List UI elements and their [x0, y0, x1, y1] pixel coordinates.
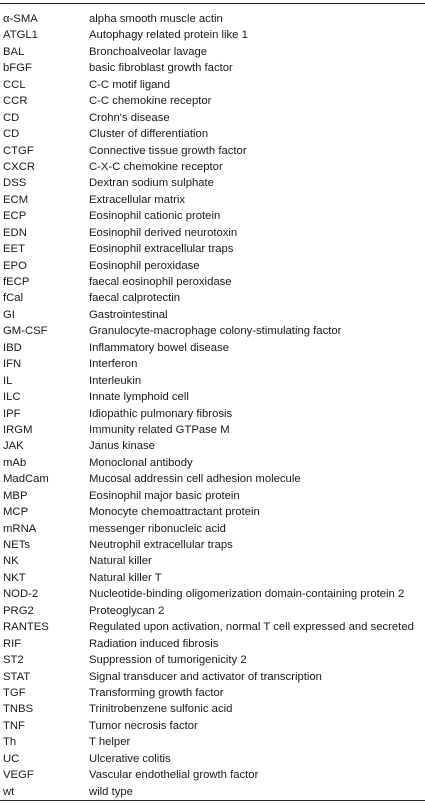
- table-row: [0, 110, 425, 126]
- definition: Nucleotide-binding oligomerization domain-containing protein 2: [89, 588, 405, 601]
- definition: Interleukin: [89, 374, 142, 387]
- table-row: [0, 159, 425, 175]
- definition: alpha smooth muscle actin: [89, 13, 223, 25]
- table-row: [0, 619, 425, 635]
- definition: Autophagy related protein like 1: [89, 29, 248, 42]
- definition: Gastrointestinal: [89, 308, 168, 321]
- table-row: [0, 11, 425, 27]
- abbreviation: CD: [3, 128, 20, 141]
- abbreviation: MadCam: [3, 473, 49, 486]
- definition: basic fibroblast growth factor: [89, 62, 233, 75]
- definition: Connective tissue growth factor: [89, 144, 247, 157]
- table-row: [0, 60, 425, 76]
- definition: Neutrophil extracellular traps: [89, 539, 233, 551]
- table-row: [0, 784, 425, 800]
- definition: Transforming growth factor: [89, 686, 224, 699]
- abbreviation: fCal: [3, 292, 24, 305]
- table-row: [0, 603, 425, 619]
- definition: Granulocyte-macrophage colony-stimulating factor: [89, 325, 342, 338]
- table-row: [0, 241, 425, 257]
- table-row: [0, 307, 425, 323]
- table-row: [0, 455, 425, 471]
- definition: Mucosal addressin cell adhesion molecule: [89, 473, 301, 486]
- table-row: [0, 323, 425, 339]
- table-row: [0, 373, 425, 389]
- abbreviation: UC: [3, 752, 20, 765]
- abbreviation: CCL: [3, 78, 26, 91]
- definition: Monoclonal antibody: [89, 456, 193, 469]
- table-row: [0, 504, 425, 520]
- abbreviation-rows: [0, 11, 425, 800]
- abbreviation: CD: [3, 111, 20, 124]
- definition: Idiopathic pulmonary fibrosis: [89, 407, 233, 420]
- abbreviation: TNF: [3, 719, 25, 732]
- definition: Innate lymphoid cell: [89, 391, 189, 404]
- definition: faecal calprotectin: [89, 292, 181, 305]
- definition: Monocyte chemoattractant protein: [89, 506, 260, 519]
- bottom-rule: [0, 800, 425, 801]
- definition: Tumor necrosis factor: [89, 719, 198, 732]
- definition: Extracellular matrix: [89, 193, 186, 206]
- table-row: [0, 175, 425, 191]
- table-row: [0, 669, 425, 685]
- definition: T helper: [89, 736, 131, 749]
- table-row: [0, 685, 425, 701]
- abbreviation: mRNA: [3, 522, 37, 535]
- table-row: [0, 521, 425, 537]
- table-row: [0, 143, 425, 159]
- table-row: [0, 471, 425, 487]
- table-row: [0, 340, 425, 356]
- abbreviation: EDN: [3, 226, 27, 239]
- definition: C-C chemokine receptor: [89, 95, 212, 108]
- abbreviation: EET: [3, 243, 25, 256]
- definition: C-X-C chemokine receptor: [89, 160, 223, 173]
- definition: messenger ribonucleic acid: [89, 522, 226, 535]
- abbreviation: IRGM: [3, 423, 33, 436]
- abbreviation: GM-CSF: [3, 325, 48, 338]
- table-row: [0, 77, 425, 93]
- abbreviation: BAL: [3, 45, 25, 58]
- abbreviation: TNBS: [3, 703, 34, 716]
- abbreviation: CTGF: [3, 144, 34, 157]
- abbreviation: GI: [3, 308, 15, 321]
- definition: Eosinophil extracellular traps: [89, 243, 234, 256]
- table-row: [0, 438, 425, 454]
- abbreviation: IPF: [3, 407, 21, 420]
- table-row: [0, 356, 425, 372]
- table-row: [0, 586, 425, 602]
- abbreviation: STAT: [3, 670, 31, 683]
- abbreviation: RIF: [3, 637, 22, 650]
- definition: Regulated upon activation, normal T cell expressed and secreted: [89, 621, 414, 634]
- table-row: [0, 258, 425, 274]
- abbreviation: CCR: [3, 95, 28, 108]
- table-row: [0, 422, 425, 438]
- table-row: [0, 406, 425, 422]
- abbreviation: JAK: [3, 440, 24, 453]
- abbreviation: DSS: [3, 177, 27, 190]
- definition: Immunity related GTPase M: [89, 423, 230, 436]
- table-row: [0, 208, 425, 224]
- definition: Dextran sodium sulphate: [89, 177, 214, 190]
- abbreviation: mAb: [3, 456, 27, 469]
- abbreviation: Th: [3, 736, 17, 749]
- abbreviation: ST2: [3, 654, 24, 667]
- abbreviation: MCP: [3, 506, 29, 519]
- abbreviation: NOD-2: [3, 588, 39, 601]
- abbreviation: IFN: [3, 358, 22, 371]
- table-row: [0, 751, 425, 767]
- abbreviation: NK: [3, 555, 19, 568]
- top-rule: [0, 3, 425, 4]
- definition: Trinitrobenzene sulfonic acid: [89, 703, 233, 716]
- abbreviation: bFGF: [3, 62, 32, 75]
- abbreviation: VEGF: [3, 769, 34, 782]
- definition: Crohn's disease: [89, 111, 170, 124]
- table-row: [0, 570, 425, 586]
- abbreviation: CXCR: [3, 160, 36, 173]
- definition: Eosinophil derived neurotoxin: [89, 226, 238, 239]
- definition: Eosinophil peroxidase: [89, 259, 200, 272]
- table-row: [0, 553, 425, 569]
- definition: Vascular endothelial growth factor: [89, 769, 259, 782]
- definition: Signal transducer and activator of transcription: [89, 670, 322, 683]
- table-row: [0, 488, 425, 504]
- definition: wild type: [89, 785, 133, 798]
- definition: Natural killer: [89, 555, 152, 568]
- abbreviation: RANTES: [3, 621, 49, 634]
- definition: Janus kinase: [89, 440, 155, 453]
- definition: C-C motif ligand: [89, 78, 170, 91]
- abbreviation: IL: [3, 374, 13, 387]
- definition: Inflammatory bowel disease: [89, 341, 230, 354]
- definition: faecal eosinophil peroxidase: [89, 276, 232, 288]
- definition: Radiation induced fibrosis: [89, 637, 219, 650]
- abbreviation: NKT: [3, 571, 26, 584]
- abbreviation: IBD: [3, 341, 22, 354]
- table-row: [0, 27, 425, 43]
- definition: Proteoglycan 2: [89, 604, 165, 617]
- abbreviation: fECP: [3, 276, 30, 288]
- definition: Eosinophil cationic protein: [89, 210, 221, 223]
- table-row: [0, 290, 425, 306]
- table-row: [0, 701, 425, 717]
- definition: Interferon: [89, 358, 138, 371]
- abbreviation: ILC: [3, 391, 21, 404]
- table-row: [0, 93, 425, 109]
- definition: Natural killer T: [89, 571, 162, 584]
- definition: Eosinophil major basic protein: [89, 489, 240, 502]
- abbreviation: α-SMA: [3, 13, 38, 25]
- table-row: [0, 767, 425, 783]
- table-row: [0, 734, 425, 750]
- table-row: [0, 126, 425, 142]
- abbreviation: ATGL1: [3, 29, 38, 42]
- abbreviation: TGF: [3, 686, 26, 699]
- abbreviation: EPO: [3, 259, 27, 272]
- definition: Ulcerative colitis: [89, 752, 171, 765]
- abbreviation: PRG2: [3, 604, 34, 617]
- table-row: [0, 718, 425, 734]
- table-row: [0, 44, 425, 60]
- table-row: [0, 225, 425, 241]
- table-row: [0, 636, 425, 652]
- definition: Bronchoalveolar lavage: [89, 45, 208, 58]
- table-row: [0, 274, 425, 290]
- abbreviation: ECM: [3, 193, 29, 206]
- abbreviation: MBP: [3, 489, 28, 502]
- abbreviation: wt: [3, 785, 15, 798]
- table-row: [0, 537, 425, 553]
- table-row: [0, 652, 425, 668]
- definition: Suppression of tumorigenicity 2: [89, 654, 247, 667]
- table-row: [0, 389, 425, 405]
- abbreviation: NETs: [3, 539, 30, 551]
- abbreviation: ECP: [3, 210, 27, 223]
- definition: Cluster of differentiation: [89, 128, 209, 141]
- table-row: [0, 192, 425, 208]
